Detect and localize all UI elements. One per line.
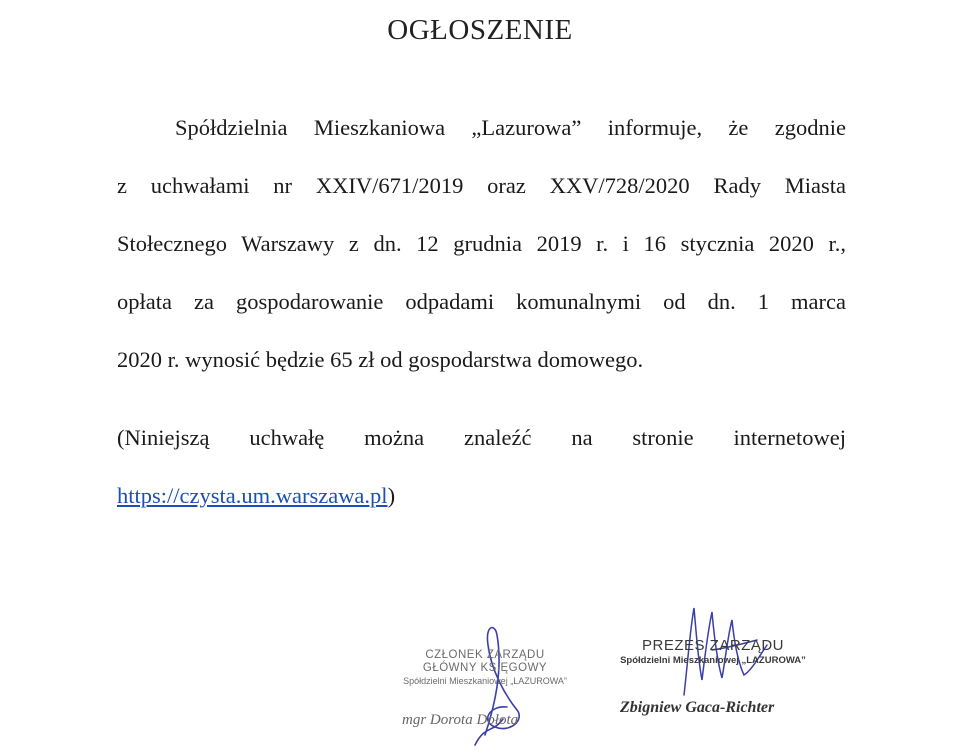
paragraph-line-text: Spółdzielnia Mieszkaniowa „Lazurowa” informuje, że zgodnie xyxy=(175,115,846,140)
website-link[interactable]: https://czysta.um.warszawa.pl xyxy=(117,483,388,508)
closing-paren: ) xyxy=(387,483,396,508)
stamp-left-role: CZŁONEK ZARZĄDU xyxy=(425,649,545,661)
stamp-left xyxy=(370,649,600,686)
paragraph-line: 2020 r. wynosić będzie 65 zł od gospodarstwa domowego. xyxy=(117,347,644,372)
paragraph-line xyxy=(117,99,846,157)
document-title: OGŁOSZENIE xyxy=(387,14,573,46)
paragraph-line: z uchwałami nr XXIV/671/2019 oraz XXV/728/2020 Rady Miasta xyxy=(117,173,846,198)
stamp-right xyxy=(598,637,828,666)
announcement-paragraph xyxy=(117,99,846,389)
signatory-left-name: mgr Dorota Dołota xyxy=(402,712,519,728)
stamp-left-role2: GŁÓWNY KSIĘGOWY xyxy=(422,662,548,674)
link-paragraph xyxy=(117,409,846,525)
paragraph-line: (Niniejszą uchwałę można znaleźć na stronie internetowej xyxy=(117,425,846,450)
stamp-left-org: Spółdzielni Mieszkaniowej „LAZUROWA” xyxy=(403,676,567,686)
stamp-right-role: PREZES ZARZĄDU xyxy=(641,637,784,654)
signatory-right-name: Zbigniew Gaca-Richter xyxy=(620,699,775,716)
paragraph-line xyxy=(117,467,846,525)
paragraph-line: opłata za gospodarowanie odpadami komunalnymi od dn. 1 marca xyxy=(117,289,846,314)
stamp-right-org: Spółdzielni Mieszkaniowej „LAZUROWA” xyxy=(620,655,806,666)
paragraph-line: Stołecznego Warszawy z dn. 12 grudnia 2019 r. i 16 stycznia 2020 r., xyxy=(117,231,846,256)
